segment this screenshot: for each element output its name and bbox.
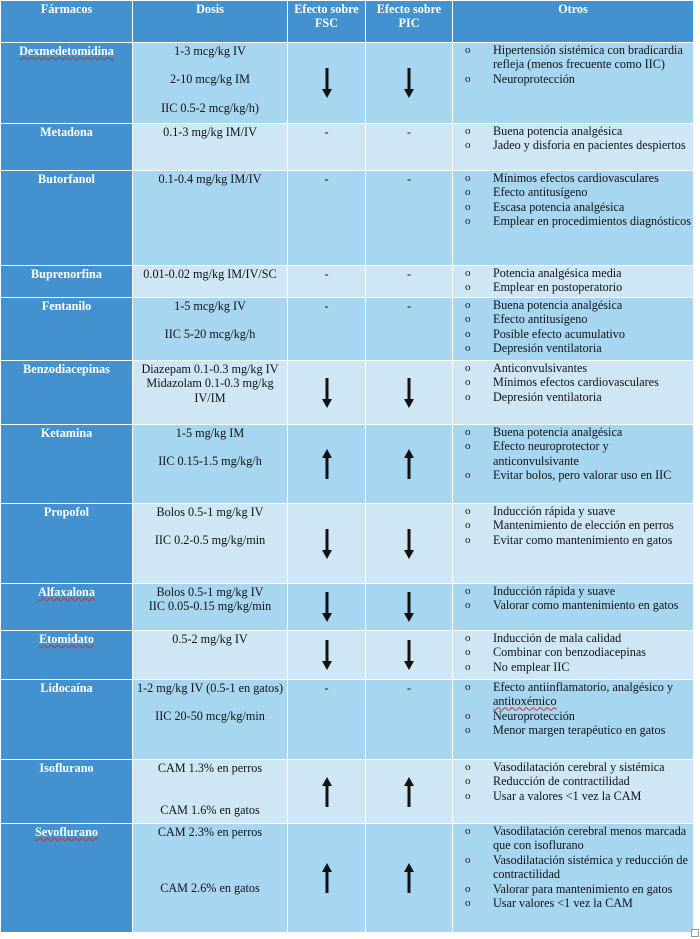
- otros-list: [453, 680, 693, 738]
- otros-text: Posible efecto acumulativo: [493, 326, 625, 341]
- otros-item: [463, 533, 693, 547]
- pic-effect-cell: [366, 631, 453, 680]
- dose-line: CAM 2.3% en perros: [157, 825, 263, 839]
- dose-line: IIC 5-20 mcg/kg/h: [164, 327, 256, 342]
- otros-item: [463, 361, 693, 375]
- no-effect-dash: -: [406, 267, 412, 281]
- header-efecto-fsc: Efecto sobre FSC: [288, 1, 366, 43]
- otros-text: Mínimos efectos cardiovasculares: [493, 375, 659, 390]
- otros-cell: [453, 124, 694, 171]
- dose-cell: [133, 760, 288, 824]
- drug-name-cell: [1, 504, 133, 584]
- otros-cell: [453, 43, 694, 124]
- otros-item: [463, 298, 693, 312]
- arrow-down-icon: [322, 378, 332, 408]
- otros-text: Depresión ventilatoria: [493, 341, 602, 356]
- otros-item: [463, 185, 693, 199]
- otros-text: Escasa potencia analgésica: [493, 199, 625, 214]
- arrow-down-icon: [322, 68, 332, 98]
- table-row: [1, 760, 694, 824]
- drug-name-cell: [1, 824, 133, 933]
- otros-text: Depresión ventilatoria: [493, 389, 602, 404]
- drug-name-cell: [1, 361, 133, 425]
- arrow-down-icon: [322, 529, 332, 559]
- otros-text: Buena potencia analgésica: [493, 298, 623, 312]
- pic-effect-cell: [366, 266, 453, 298]
- otros-text: Reducción de contractilidad: [493, 774, 630, 789]
- dose-line: 0.1-0.4 mg/kg IM/IV: [158, 172, 262, 186]
- drug-name-cell: [1, 584, 133, 631]
- otros-item: [463, 171, 693, 185]
- table-row: [1, 504, 694, 584]
- otros-text: Efecto antiinflamatorio, analgésico y antitoxémico: [493, 680, 674, 709]
- otros-item: [463, 214, 693, 228]
- arrow-up-icon: [322, 449, 332, 479]
- no-effect-dash: -: [406, 172, 412, 186]
- otros-list: [453, 760, 693, 803]
- dose-line: [133, 87, 287, 101]
- fsc-effect-cell: [288, 361, 366, 425]
- fsc-effect-cell: [288, 425, 366, 504]
- table-row: [1, 171, 694, 266]
- no-effect-dash: -: [324, 125, 329, 139]
- otros-item: [463, 680, 693, 709]
- fsc-effect-cell: [288, 680, 366, 760]
- no-effect-dash: -: [324, 299, 329, 313]
- otros-item: [463, 390, 693, 404]
- dose-line: [133, 789, 287, 803]
- otros-text: Vasodilatación cerebral menos marcada que con isoflurano: [493, 824, 687, 853]
- fsc-effect-cell: [288, 584, 366, 631]
- otros-cell: [453, 680, 694, 760]
- drug-name-cell: [1, 680, 133, 760]
- dose-cell: [133, 124, 288, 171]
- otros-text: Valorar como mantenimiento en gatos: [493, 598, 679, 613]
- otros-text: Emplear en postoperatorio: [493, 280, 623, 295]
- otros-text: Combinar con benzodiacepinas: [493, 645, 646, 660]
- otros-item: [463, 774, 693, 788]
- otros-item: [463, 598, 693, 612]
- drug-name-cell: [1, 43, 133, 124]
- arrow-down-icon: [404, 378, 414, 408]
- dose-line: 1-5 mg/kg IM: [175, 426, 245, 440]
- no-effect-dash: -: [324, 267, 329, 281]
- otros-item: [463, 266, 693, 280]
- arrow-up-icon: [322, 863, 332, 893]
- otros-item: [463, 425, 693, 439]
- no-effect-dash: -: [406, 125, 412, 139]
- corner-handle-icon: [691, 929, 699, 937]
- otros-item: [463, 518, 693, 532]
- spellcheck-word: antitoxémico: [493, 694, 557, 709]
- dose-cell: [133, 361, 288, 425]
- arrow-down-icon: [322, 640, 332, 670]
- otros-item: [463, 660, 693, 674]
- dose-line: CAM 2.6% en gatos: [160, 881, 260, 896]
- arrow-down-icon: [404, 592, 414, 622]
- dose-line: IIC 0.5-2 mcg/kg/h): [161, 100, 259, 115]
- arrow-up-icon: [322, 777, 332, 807]
- dose-line: [133, 839, 287, 853]
- pic-effect-cell: [366, 298, 453, 361]
- drug-name: Butorfanol: [38, 172, 95, 186]
- dose-line: [133, 58, 287, 72]
- fsc-effect-cell: [288, 760, 366, 824]
- drug-name-cell: [1, 425, 133, 504]
- dose-line: CAM 1.3% en perros: [157, 761, 263, 775]
- drug-name: Fentanilo: [41, 299, 92, 313]
- otros-text: Evitar como mantenimiento en gatos: [493, 532, 673, 547]
- otros-item: [463, 896, 693, 910]
- otros-list: [453, 171, 693, 229]
- drug-name: Metadona: [40, 125, 93, 139]
- otros-text: Usar valores <1 vez la CAM: [493, 896, 633, 911]
- otros-item: [463, 631, 693, 645]
- otros-item: [463, 327, 693, 341]
- drug-name: Alfaxalona: [38, 585, 95, 599]
- otros-item: [463, 789, 693, 803]
- otros-item: [463, 504, 693, 518]
- header-farmacos: Fármacos: [1, 1, 133, 43]
- otros-item: [463, 43, 693, 72]
- otros-text: Efecto neuroprotector y anticonvulsivante: [493, 439, 609, 468]
- drug-name: Lidocaína: [40, 681, 93, 695]
- pic-effect-cell: [366, 760, 453, 824]
- otros-text: Mantenimiento de elección en perros: [493, 518, 674, 533]
- pic-effect-cell: [366, 824, 453, 933]
- fsc-effect-cell: [288, 171, 366, 266]
- header-efecto-pic: Efecto sobre PIC: [366, 1, 453, 43]
- no-effect-dash: -: [406, 299, 412, 313]
- otros-item: [463, 72, 693, 86]
- fsc-effect-cell: [288, 266, 366, 298]
- table-row: [1, 124, 694, 171]
- pic-effect-cell: [366, 504, 453, 584]
- otros-text: Vasodilatación sistémica y reducción de contractilidad: [493, 852, 688, 882]
- dose-cell: [133, 680, 288, 760]
- otros-cell: [453, 298, 694, 361]
- otros-text: Efecto antitusígeno: [493, 312, 588, 327]
- pic-effect-cell: [366, 361, 453, 425]
- otros-text: Emplear en procedimientos diagnósticos: [493, 214, 691, 229]
- otros-text: No emplear IIC: [493, 659, 570, 674]
- fsc-effect-cell: [288, 43, 366, 124]
- dose-line: [133, 867, 287, 881]
- no-effect-dash: -: [406, 681, 412, 695]
- otros-item: [463, 200, 693, 214]
- dose-line: 0.01-0.02 mg/kg IM/IV/SC: [143, 267, 277, 281]
- otros-item: [463, 853, 693, 882]
- otros-list: [453, 298, 693, 356]
- otros-text: Valorar para mantenimiento en gatos: [493, 881, 673, 896]
- dose-line: IIC 0.15-1.5 mg/kg/h: [158, 454, 262, 469]
- otros-text: Mínimos efectos cardiovasculares: [493, 171, 659, 185]
- otros-list: [453, 266, 693, 295]
- drug-name: Buprenorfina: [31, 267, 102, 281]
- otros-text: Buena potencia analgésica: [493, 425, 623, 439]
- otros-text: Inducción de mala calidad: [493, 631, 622, 645]
- dose-line: CAM 1.6% en gatos: [160, 803, 260, 818]
- otros-cell: [453, 504, 694, 584]
- fsc-effect-cell: [288, 631, 366, 680]
- otros-cell: [453, 361, 694, 425]
- otros-item: [463, 824, 693, 853]
- table-row: [1, 43, 694, 124]
- dose-line: [133, 313, 287, 327]
- dose-line: Diazepam 0.1-0.3 mg/kg IV: [141, 362, 279, 376]
- dose-cell: [133, 631, 288, 680]
- otros-text: Inducción rápida y suave: [493, 504, 616, 518]
- otros-cell: [453, 266, 694, 298]
- otros-text: Usar a valores <1 vez la CAM: [493, 788, 642, 803]
- dose-cell: [133, 824, 288, 933]
- drug-name-cell: [1, 171, 133, 266]
- otros-text: Jadeo y disforia en pacientes despiertos: [493, 138, 686, 153]
- dose-line: 1-5 mcg/kg IV: [174, 299, 246, 313]
- no-effect-dash: -: [324, 681, 329, 695]
- drug-name: Isoflurano: [39, 761, 94, 775]
- otros-item: [463, 280, 693, 294]
- table-header-row: [1, 1, 694, 43]
- header-dosis: Dosis: [133, 1, 288, 43]
- dose-line: 0.5-2 mg/kg IV: [172, 632, 248, 646]
- dose-line: Midazolam 0.1-0.3 mg/kg IV/IM: [146, 376, 274, 405]
- pic-effect-cell: [366, 425, 453, 504]
- table-row: [1, 680, 694, 760]
- otros-list: [453, 504, 693, 547]
- dose-cell: [133, 171, 288, 266]
- drug-name: Benzodiacepinas: [23, 362, 110, 376]
- dose-cell: [133, 504, 288, 584]
- otros-item: [463, 709, 693, 723]
- dose-line: IIC 20-50 mcg/kg/min: [155, 709, 265, 724]
- otros-text: Menor margen terapéutico en gatos: [493, 723, 666, 738]
- otros-item: [463, 645, 693, 659]
- table-row: [1, 298, 694, 361]
- dose-line: 2-10 mcg/kg IM: [170, 72, 250, 87]
- otros-cell: [453, 171, 694, 266]
- otros-text: Potencia analgésica media: [493, 266, 622, 280]
- dose-line: [133, 519, 287, 533]
- drug-name: Sevoflurano: [35, 825, 98, 839]
- pic-effect-cell: [366, 680, 453, 760]
- otros-item: [463, 138, 693, 152]
- otros-text: Evitar bolos, pero valorar uso en IIC: [493, 468, 672, 483]
- table-row: [1, 266, 694, 298]
- header-otros: Otros: [453, 1, 694, 43]
- otros-item: [463, 723, 693, 737]
- table-row: [1, 425, 694, 504]
- dose-line: IIC 0.05-0.15 mg/kg/min: [148, 599, 272, 614]
- otros-cell: [453, 584, 694, 631]
- dose-cell: [133, 266, 288, 298]
- arrow-down-icon: [404, 529, 414, 559]
- dose-line: [133, 775, 287, 789]
- fsc-effect-cell: [288, 298, 366, 361]
- drug-name-cell: [1, 266, 133, 298]
- otros-item: [463, 312, 693, 326]
- otros-item: [463, 584, 693, 598]
- pic-effect-cell: [366, 584, 453, 631]
- dose-line: IIC 0.2-0.5 mg/kg/min: [154, 533, 266, 548]
- dose-cell: [133, 298, 288, 361]
- dose-line: 1-3 mcg/kg IV: [174, 44, 246, 58]
- dose-cell: [133, 584, 288, 631]
- dose-line: [133, 695, 287, 709]
- otros-item: [463, 439, 693, 468]
- otros-item: [463, 341, 693, 355]
- otros-list: [453, 43, 693, 86]
- otros-list: [453, 361, 693, 404]
- pic-effect-cell: [366, 171, 453, 266]
- otros-item: [463, 882, 693, 896]
- drug-name: Dexmedetomidina: [19, 44, 114, 58]
- otros-text: Neuroprotección: [493, 71, 575, 86]
- dose-cell: [133, 425, 288, 504]
- otros-text: Efecto antitusígeno: [493, 185, 588, 200]
- drug-name-cell: [1, 760, 133, 824]
- table-row: [1, 631, 694, 680]
- otros-item: [463, 375, 693, 389]
- fsc-effect-cell: [288, 824, 366, 933]
- otros-item: [463, 468, 693, 482]
- table-row: [1, 824, 694, 933]
- otros-text: Neuroprotección: [493, 708, 575, 723]
- otros-cell: [453, 824, 694, 933]
- drug-name-cell: [1, 124, 133, 171]
- drug-name-cell: [1, 631, 133, 680]
- drug-name-cell: [1, 298, 133, 361]
- dose-line: 1-2 mg/kg IV (0.5-1 en gatos): [137, 681, 283, 695]
- table-row: [1, 584, 694, 631]
- no-effect-dash: -: [324, 172, 329, 186]
- drug-name: Propofol: [43, 505, 90, 519]
- arrow-down-icon: [404, 68, 414, 98]
- otros-text: Inducción rápida y suave: [493, 584, 616, 598]
- fsc-effect-cell: [288, 504, 366, 584]
- pic-effect-cell: [366, 43, 453, 124]
- otros-text: Anticonvulsivantes: [493, 361, 588, 375]
- drug-name: Ketamina: [40, 426, 93, 440]
- otros-list: [453, 584, 693, 613]
- pic-effect-cell: [366, 124, 453, 171]
- otros-cell: [453, 760, 694, 824]
- otros-list: [453, 631, 693, 674]
- dose-line: Bolos 0.5-1 mg/kg IV: [156, 505, 264, 519]
- otros-item: [463, 124, 693, 138]
- table-row: [1, 361, 694, 425]
- dose-line: [133, 440, 287, 454]
- otros-list: [453, 824, 693, 910]
- arrow-down-icon: [404, 640, 414, 670]
- drug-name: Etomidato: [39, 632, 94, 646]
- arrow-up-icon: [404, 777, 414, 807]
- arrow-up-icon: [404, 863, 414, 893]
- dose-line: [133, 853, 287, 867]
- otros-text: Vasodilatación cerebral y sistémica: [493, 760, 665, 774]
- fsc-effect-cell: [288, 124, 366, 171]
- dose-line: 0.1-3 mg/kg IM/IV: [163, 125, 257, 139]
- otros-list: [453, 425, 693, 483]
- otros-cell: [453, 631, 694, 680]
- dose-cell: [133, 43, 288, 124]
- otros-item: [463, 760, 693, 774]
- arrow-down-icon: [322, 592, 332, 622]
- otros-text: Buena potencia analgésica: [493, 124, 623, 138]
- otros-cell: [453, 425, 694, 504]
- dose-line: Bolos 0.5-1 mg/kg IV: [156, 585, 264, 599]
- arrow-up-icon: [404, 449, 414, 479]
- otros-list: [453, 124, 693, 153]
- otros-text: Hipertensión sistémica con bradicardia refleja (menos frecuente como IIC): [493, 43, 683, 72]
